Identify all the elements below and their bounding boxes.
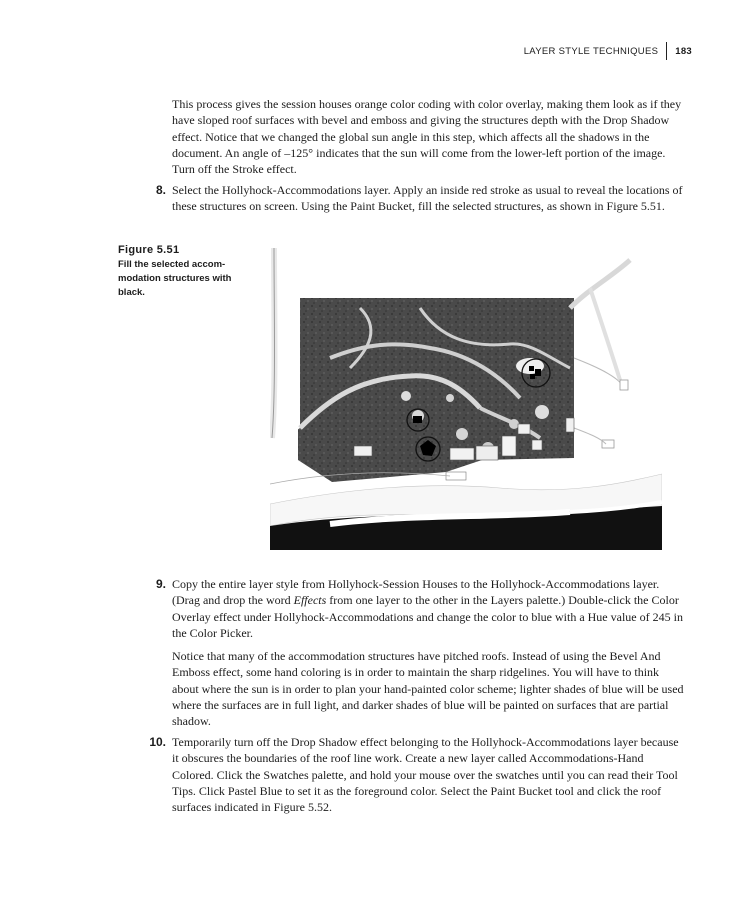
step-number: 9.: [155, 577, 166, 591]
step-text-emphasis: Effects: [293, 593, 327, 608]
step-text-part: Copy the entire layer style from Hollyhock-Session Houses to the Hollyhock-Accommodations layer. (Drag and drop the word: [172, 577, 660, 608]
figure-caption: [118, 244, 246, 300]
note-paragraph: Notice that many of the accommodation structures have pitched roofs. Instead of using the Bevel And Emboss effect, some hand coloring is in order to maintain the sharp ridgelines. You will have to think about where the sun is in order to plan your hand-painted color scheme; lighter shades of blue will be used where the surfaces are in full light, and darker shades of blue will be painted on surfaces that are partial shadow.: [172, 649, 684, 729]
step-text: Select the Hollyhock-Accommodations layer. Apply an inside red stroke as usual to reveal the locations of these structures on screen. Using the Paint Bucket, fill the selected structures, as shown in Figure 5.51.: [172, 183, 683, 214]
step-9: [155, 576, 686, 641]
intro-paragraph: This process gives the session houses orange color coding with color overlay, making them look as if they have sloped roof surfaces with bevel and emboss and giving the structures depth with the Drop Shadow effect. Notice that we changed the global sun angle in this step, which affects all the shadows in the document. An angle of –125° indicates that the sun will come from the lower-left portion of the image. Turn off the Stroke effect.: [172, 97, 682, 177]
step-text: [172, 577, 683, 640]
header-divider: [666, 42, 667, 60]
step-10: [149, 734, 686, 815]
figure-label: Figure 5.51: [118, 244, 180, 256]
step-8: [155, 182, 686, 215]
step-number: 10.: [149, 735, 166, 749]
step-text: Temporarily turn off the Drop Shadow effect belonging to the Hollyhock-Accommodations layer because it obscures the boundaries of the roof line work. Create a new layer called Accommodations-Hand Colored. Click the Swatches palette, and hold your mouse over the swatches until you can read their Tool Tips. Click Pastel Blue to set it as the foreground color. Select the Paint Bucket tool and click the roof surfaces indicated in Figure 5.52.: [172, 735, 679, 815]
page-number: 183: [675, 45, 692, 57]
figure-caption-text: Fill the selected accom-modation structures with black.: [118, 259, 232, 298]
running-header: [524, 42, 692, 60]
step-text-part: from one layer to the other in the Layers palette.) Double-click the Color Overlay effect under Hollyhock-Accommodations and change the color to blue with a Hue value of 245 in the Color Picker.: [172, 593, 683, 640]
site-plan-figure: [270, 248, 662, 550]
chapter-title: LAYER STYLE TECHNIQUES: [523, 45, 659, 57]
step-number: 8.: [155, 183, 166, 197]
